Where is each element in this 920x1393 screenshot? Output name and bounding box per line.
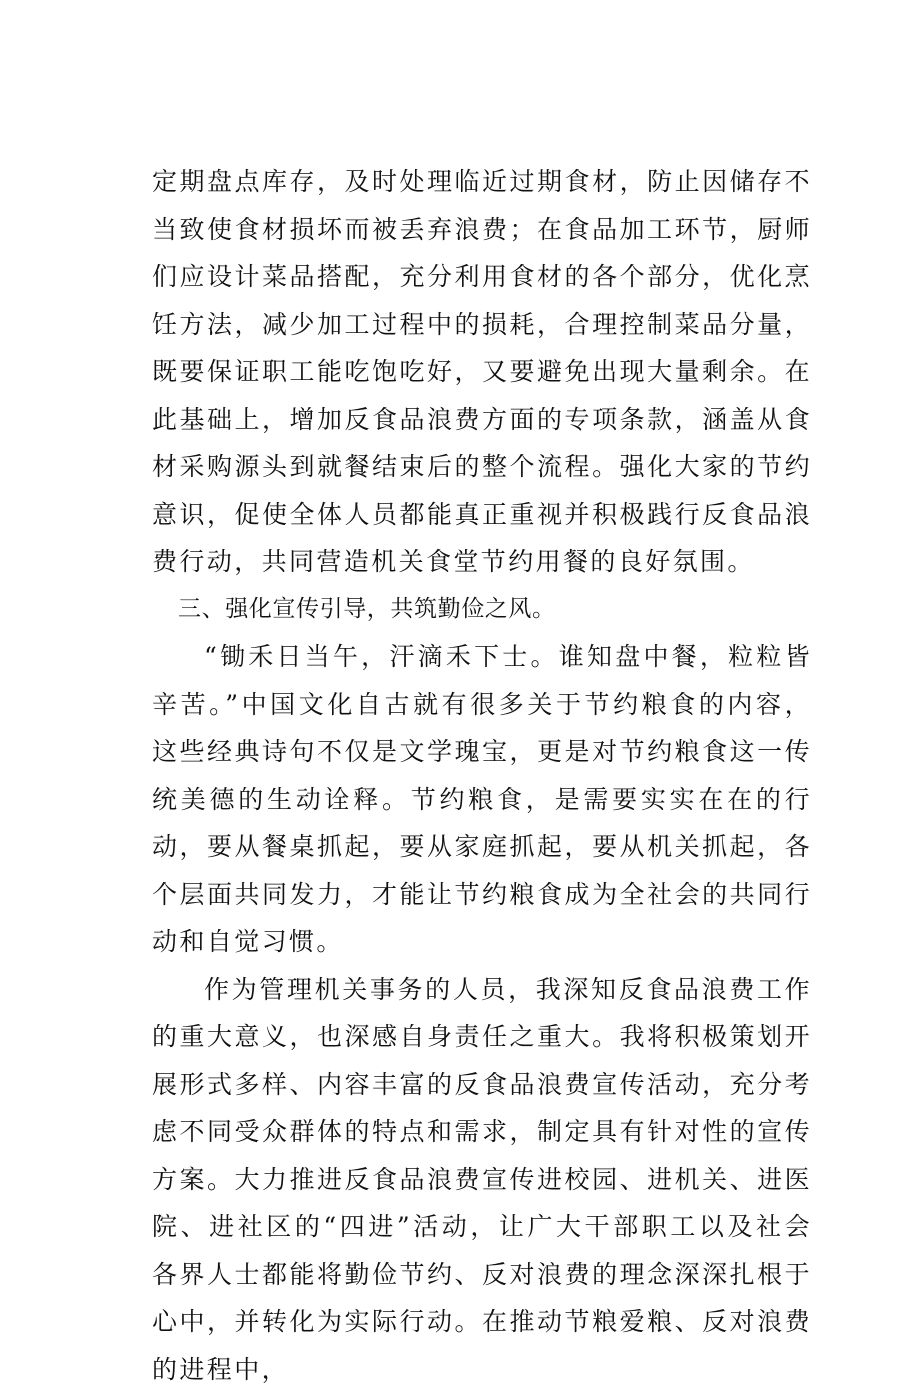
- body-paragraph-poem: “锄禾日当午，汗滴禾下士。谁知盘中餐，粒粒皆辛苦。”中国文化自古就有很多关于节约粮食的内容，这些经典诗句不仅是文学瑰宝，更是对节约粮食这一传统美德的生动诠释。节约粮食，是需要实实在在的行动，要从餐桌抓起，要从家庭抓起，要从机关抓起，各个层面共同发力，才能让节约粮食成为全社会的共同行动和自觉习惯。: [152, 633, 812, 966]
- body-paragraph-continuation: 定期盘点库存，及时处理临近过期食材，防止因储存不当致使食材损坏而被丢弃浪费；在食品加工环节，厨师们应设计菜品搭配，充分利用食材的各个部分，优化烹饪方法，减少加工过程中的损耗，合理控制菜品分量，既要保证职工能吃饱吃好，又要避免出现大量剩余。在此基础上，增加反食品浪费方面的专项条款，涵盖从食材采购源头到就餐结束后的整个流程。强化大家的节约意识，促使全体人员都能真正重视并积极践行反食品浪费行动，共同营造机关食堂节约用餐的良好氛围。: [152, 158, 812, 586]
- section-heading-3: 三、强化宣传引导，共筑勤俭之风。: [152, 586, 812, 634]
- body-paragraph-duty: 作为管理机关事务的人员，我深知反食品浪费工作的重大意义，也深感自身责任之重大。我将积极策划开展形式多样、内容丰富的反食品浪费宣传活动，充分考虑不同受众群体的特点和需求，制定具有针对性的宣传方案。大力推进反食品浪费宣传进校园、进机关、进医院、进社区的“四进”活动，让广大干部职工以及社会各界人士都能将勤俭节约、反对浪费的理念深深扎根于心中，并转化为实际行动。在推动节粮爱粮、反对浪费的进程中，: [152, 966, 812, 1393]
- document-page: [152, 158, 812, 1393]
